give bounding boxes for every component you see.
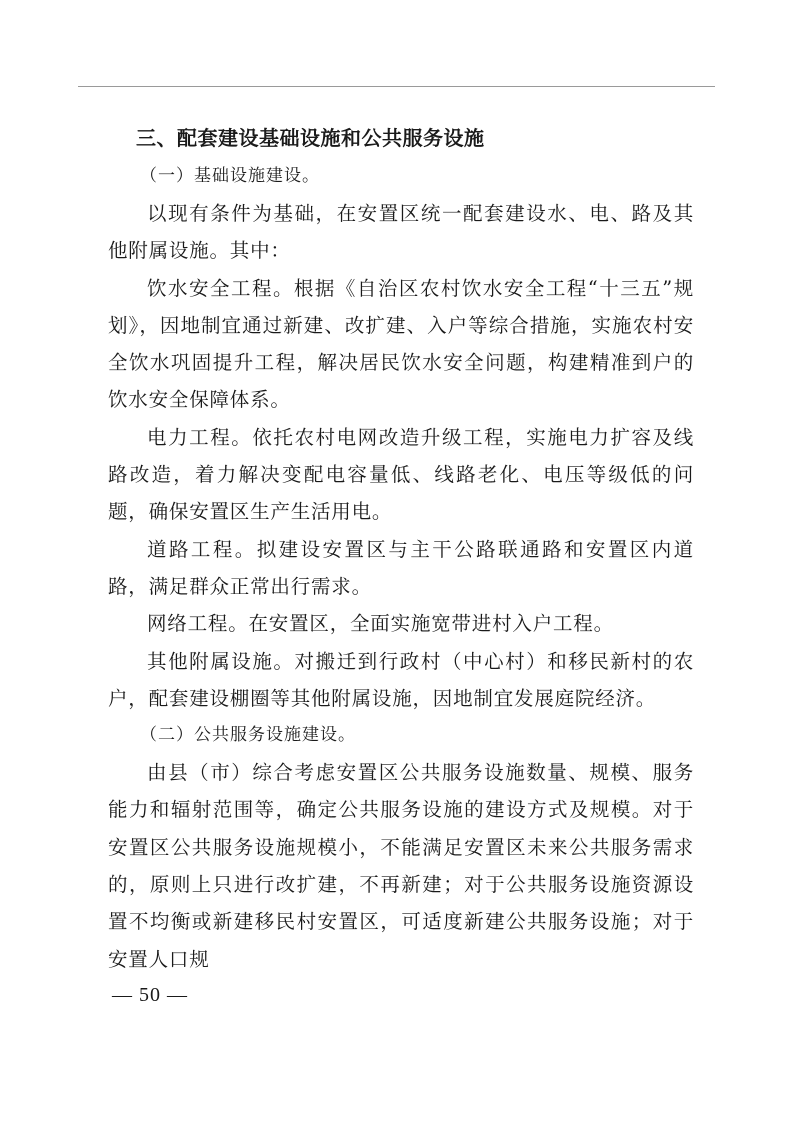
paragraph-water-project: 饮水安全工程。根据《自治区农村饮水安全工程“十三五”规划》，因地制宜通过新建、改扩建、入户等综合措施，实施农村安全饮水巩固提升工程，解决居民饮水安全问题，构建精准到户的饮水安全保障体系。 [108,276,694,412]
paragraph-public-services: 由县（市）综合考虑安置区公共服务设施数量、规模、服务能力和辐射范围等，确定公共服务设施的建设方式及规模。对于安置区公共服务设施规模小，不能满足安置区未来公共服务需求的，原则上只进行改扩建，不再新建；对于公共服务设施资源设置不均衡或新建移民村安置区，可适度新建公共服务设施；对于安置人口规 [108,761,694,971]
paragraph-road-project: 道路工程。拟建设安置区与主干公路联通路和安置区内道路，满足群众正常出行需求。 [108,537,694,598]
paragraph-infrastructure-intro: 以现有条件为基础，在安置区统一配套建设水、电、路及其他附属设施。其中： [108,202,694,263]
paragraph-network-project: 网络工程。在安置区，全面实施宽带进村入户工程。 [147,612,614,636]
header-rule [78,86,715,87]
paragraph-other-facilities: 其他附属设施。对搬迁到行政村（中心村）和移民新村的农户，配套建设棚圈等其他附属设施，因地制宜发展庭院经济。 [108,649,694,710]
subsection-heading-infrastructure: （一）基础设施建设。 [140,166,320,186]
page-number: — 50 — [112,984,188,1006]
section-heading: 三、配套建设基础设施和公共服务设施 [136,126,485,150]
document-body [108,118,694,978]
subsection-heading-public-services: （二）公共服务设施建设。 [140,725,356,746]
paragraph-power-project: 电力工程。依托农村电网改造升级工程，实施电力扩容及线路改造，着力解决变配电容量低、线路老化、电压等级低的问题，确保安置区生产生活用电。 [108,425,694,524]
